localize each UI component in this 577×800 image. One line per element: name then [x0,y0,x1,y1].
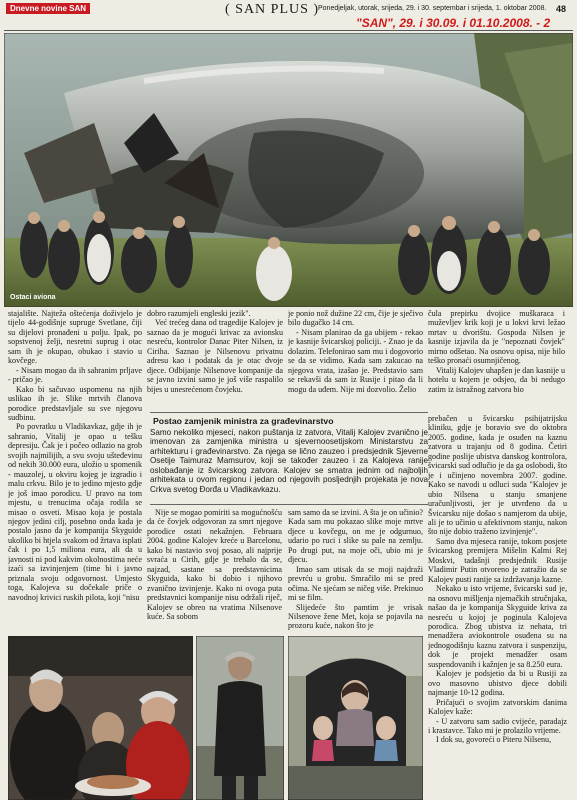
article-column-5 [147,508,282,636]
paragraph: Već trećeg dana od tragedije Kalojev je saznao da je mogući krivac za avionsku nesreću, kontrolor Danac Piter Nilsen, iz Ciriha. Saznao je Nilsenovu privatnu adresu kao i podatak da je otac dvoje djece. Odbijanje Nilsenove kompanije da se javno izvini samo je još više raspalilo bijes u unesrećenom čovjeku. [147,318,283,394]
paragraph: Nije se mogao pomiriti sa mogućnošću da će čovjek odgovoran za smrt njegove porodice ostati nekažnjen. Februara 2004. godine Kalojev kreće u Barcelonu, kako bi nastavio svoj posao, ali najprije svraća u Cirih, gdje je trebalo da se, najzad, sastane sa predstavnicima Skyguida, kako bi dobio i njihovo zvanično izvinjenje. Kako ni ovoga puta predstavnici kompanije nisu održali riječ, Kalojev se obreo na vratima Nilsenove kuće. Sa sobom [147,508,282,621]
section-title: ( SAN PLUS ) [225,2,320,17]
paragraph: Samo dva mjeseca ranije, tokom posjete švicarskog premijera Mišelin Kalmi Rej Moskvi, tadašnji predsjednik Rusije Vladimir Putin otvoreno je zatražio da se Kalojev pusti ranije sa izdržavanja kazne. [428,536,567,584]
paragraph: prebačen u švicarsku psihijatrijsku kliniku, gdje je boravio sve do oktobra 2005. godine, kada je osuđen na kaznu zatvora u trajanju od 8 godina. Četiri godine poslije ubistva danskog kontrolora, švicarski sud odlučio je da ga oslobodi, što je i učinjeno novembra 2007. godine. Kako se navodi u odluci suda "Kalojev je ubio Nilsena u stanju smanjene uračunljivosti, jer je utvrđeno da u Švicarsku nije došao s namjerom da ubije, ali je to učinio u afektivnom stanju, nakon što nije dobio traženo izvinjenje". [428,414,567,537]
paragraph: sam samo da se izvini. A šta je on učinio? Kada sam mu pokazao slike moje mrtve djece u kovčegu, on me je odgurnuo, udario po ruci i slike su pale na zemlju. Po drugi put, na moje oči, ubio mi je djecu. [288,508,423,565]
article-column-3 [288,309,423,412]
paragraph: Imao sam utisak da se moji najdraži prevrću u grobu. Smračilo mi se pred očima. Ne sjećam se ničeg više. Prekinuo mi se film. [288,564,423,603]
box-bottom-rule [150,504,428,505]
article-column-4 [428,309,565,412]
page-header [0,0,577,30]
gathering-photo [8,636,193,800]
article-column-2 [147,309,283,412]
wreckage-photo-image [4,33,573,307]
paragraph: Samo nekoliko mjeseci, nakon puštanja iz zatvora, Vitalij Kalojev zvanično je imenovan za zamjenika ministra u sjevernoosetijskom Ministarstvu za arhitekturu i građevinarstvo. Za njega se lično zauzeo i predsjednik Sjeverne Osetije Taimuraz Mamsurov, koji se također zauzeo i za Kalojeva ranije oslobađanje iz švicarskog zatvora. Kalojev se smatra jednim od najboljih arhitekata u ovom regionu i jedan od njegovih posljednjih projekata je nova Crkva svetog Đorđa u Vladikavkazu. [150,428,428,494]
paragraph: dobro razumjeli engleski jezik". [147,309,251,318]
paragraph: je ponio nož dužine 22 cm, čije je sječivo bilo dugačko 14 cm. [288,309,423,328]
paragraph: Kalojev je podsjetio da bi u Rusiji za ovo masovno ubistvo djece dobili najmanje 10-12 godina. [428,669,567,698]
paragraph: Vitalij Kalojev uhapšen je dan kasnije u hotelu u kojem je odsjeo, da bi nedugo zatim iz istražnog zatvora bio [428,365,565,394]
newspaper-brand: Dnevne novine SAN [6,3,90,14]
wreckage-photo [4,33,573,307]
gathering-photo-image [8,636,193,800]
paragraph: čula prepirku dvojice muškaraca i muževljev krik koji je u lokvi krvi ležao mrtav u dvorištu. Gospoda Nilsen je kasnije izjavila da je "nepoznati čovjek" mirno odšetao. Na osnovu opisa, nije bilo teško pronaći osumnjičenog. [428,309,565,366]
paragraph: Po povratku u Vladikavkaz, gdje ih je sahranio, Vitalij je opao u tešku depresiju. Čak je i počeo odlazio na grob svojih najmilijih, a svu svoju ušteđevinu od nekih 30.000 eura, uložio u spomenik - mauzolej, u okviru kojeg je izgradio i malu crkvu. Bilo je to jedino mjesto gdje je još imao porodicu. U pravo na tom mjestu, u trenucima očaja rodila se misao o osveti. Misao koja je postala njegov jedini cilj, posebno onda kada je postalo jasno da je kompanija Skyguide ukoliko bi htjela svakom od žrtava isplati čak i po 1,5 miliona eura, ali da u javnosti ni pod kakvim okolnostima neće izaći sa izvinjenjem (time bi i javno priznala svoju odgovornost. Umjesto toga, Kalojeva su dočekale priče o navodnoj krivici ruskih pilota, koji "nisu [8,422,142,602]
box-headline: Postao zamjenik ministra za građevinarstvo [153,416,334,426]
paragraph: Slijedeće što pamtim je vrisak Nilsenove žene Met, koja se pojavila na prozoru kuće, nakon što je [288,602,423,631]
paragraph: - U zatvoru sam sadio cvijeće, paradajz i krastavce. Tako mi je prolazilo vrijeme. [428,716,567,735]
issue-dateline: Ponedjeljak, utorak, srijeda, 29. i 30. septembar i srijeda, 1. oktobar 2008. [318,5,547,12]
paragraph: Nekako u isto vrijeme, švicarski sud je, na osnovu mišljenja njemačkih stručnjaka, našao da je kompanija Skyguide kriva za nesreću u kojoj je poginula Kalojeva porodica. Zbog ubistva iz nehata, tri menadžera aviokontrole osuđena su na jednogodišnju kaznu zatvora i suspenziju, dok je projekt menadžer osam suspendovanih i kažnjen je sa 8.250 eura. [428,584,567,669]
box-text [150,428,428,494]
header-rule [4,30,573,31]
man-walking-photo [196,636,284,800]
memorial-photo [288,636,423,800]
man-walking-photo-image [196,636,284,800]
box-top-rule [150,412,428,413]
paragraph: I dok su, govoreći o Piteru Nilsenu, [436,735,552,745]
photo-caption: Ostaci aviona [10,294,56,301]
paragraph: - Nisam planirao da ga ubijem - rekao je kasnije švicarskoj policiji. - Znao je da dolazim. Telefonirao sam mu i dogovorio se da se vidimo. Kada sam zakucao na njegova vrata, izašao je. Predstavio sam se rekavši da sam iz Rusije i pitao da li mogu da uđem. Nije mi dozvolio. Želio [288,327,423,394]
paragraph: stajalište. Najteža oštećenja doživjelo je tijelo 44-godišnje supruge Svetlane, čiji su dijelovi pronađeni u polju. Ipak, po sopstvenoj želji, nesretni suprug i otac sam ih je okupao, obukao i stavio u kovčege. [8,309,142,366]
archive-stamp: "SAN", 29. i 30.09. i 01.10.2008. - 2 [356,16,551,30]
paragraph: Kako bi sačuvao uspomenu na njih uslikao ih je. Slike mrtvih članova porodice predstavljale su sve njegovu sudbinu. [8,384,142,422]
page-number: 48 [556,4,567,14]
article-column-7 [428,414,567,800]
paragraph: Pričajući o svojim zatvorskim danima Kalojev kaže: [428,697,567,717]
memorial-photo-image [288,636,423,800]
article-column-1 [8,309,142,636]
paragraph: - Nisam mogao da ih sahranim prljave - pričao je. [8,365,142,385]
